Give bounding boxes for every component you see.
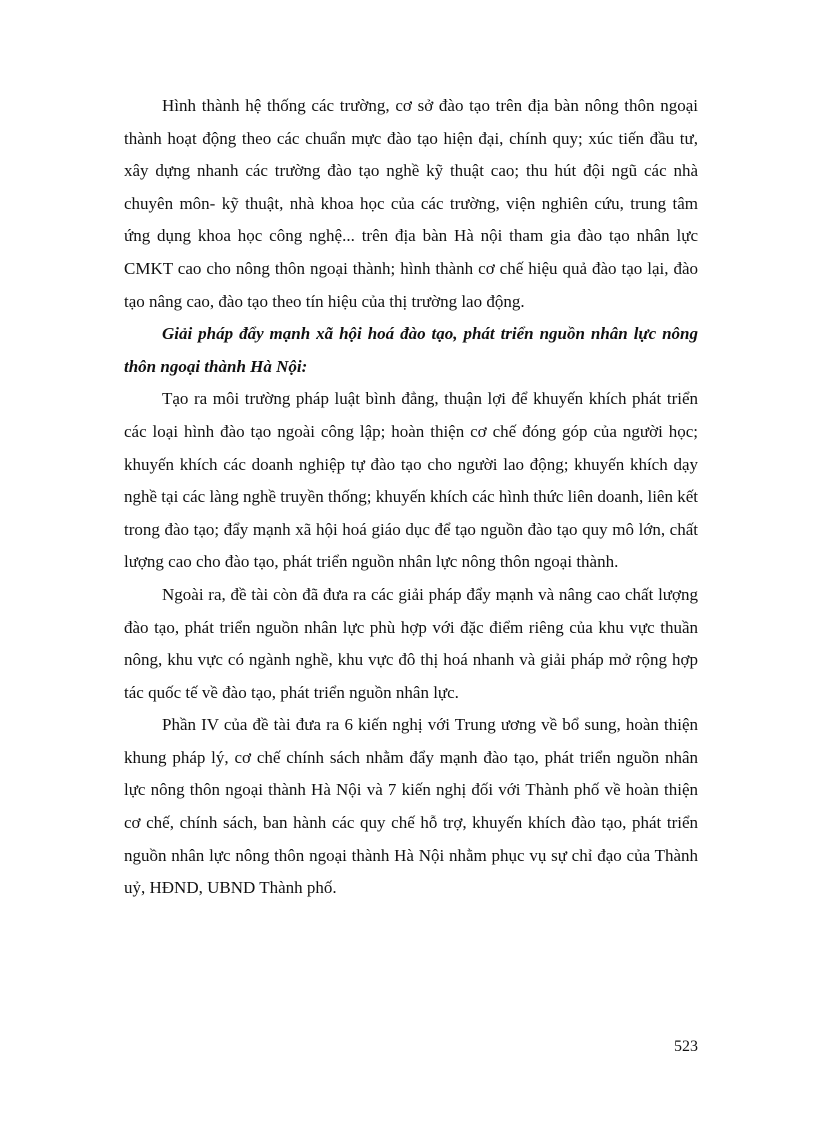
paragraph-additional-solutions: Ngoài ra, đề tài còn đã đưa ra các giải pháp đẩy mạnh và nâng cao chất lượng đào tạo, phát triển nguồn nhân lực phù hợp với đặc điểm riêng của khu vực thuần nông, khu vực có ngành nghề, khu vực đô thị hoá nhanh và giải pháp mở rộng hợp tác quốc tế về đào tạo, phát triển nguồn nhân lực. [124, 584, 698, 702]
paragraph-legal-environment: Tạo ra môi trường pháp luật bình đẳng, thuận lợi để khuyến khích phát triển các loại hình đào tạo ngoài công lập; hoàn thiện cơ chế đóng góp của người học; khuyến khích các doanh nghiệp tự đào tạo cho người lao động; khuyến khích dạy nghề tại các làng nghề truyền thống; khuyến khích các hình thức liên doanh, liên kết trong đào tạo; đẩy mạnh xã hội hoá giáo dục để tạo nguồn đào tạo quy mô lớn, chất lượng cao cho đào tạo, phát triển nguồn nhân lực nông thôn ngoại thành. [124, 389, 698, 572]
paragraph-recommendations: Phần IV của đề tài đưa ra 6 kiến nghị với Trung ương về bổ sung, hoàn thiện khung pháp lý, cơ chế chính sách nhằm đẩy mạnh đào tạo, phát triển nguồn nhân lực nông thôn ngoại thành Hà Nội và 7 kiến nghị đối với Thành phố về hoàn thiện cơ chế, chính sách, ban hành các quy chế hỗ trợ, khuyến khích đào tạo, phát triển nguồn nhân lực nông thôn ngoại thành Hà Nội nhằm phục vụ sự chỉ đạo của Thành uỷ, HĐND, UBND Thành phố. [124, 715, 698, 898]
paragraph-training-institutions: Hình thành hệ thống các trường, cơ sở đào tạo trên địa bàn nông thôn ngoại thành hoạt động theo các chuẩn mực đào tạo hiện đại, chính quy; xúc tiến đầu tư, xây dựng nhanh các trường đào tạo nghề kỹ thuật cao; thu hút đội ngũ các nhà chuyên môn- kỹ thuật, nhà khoa học của các trường, viện nghiên cứu, trung tâm ứng dụng khoa học công nghệ... trên địa bàn Hà nội tham gia đào tạo nhân lực CMKT cao cho nông thôn ngoại thành; hình thành cơ chế hiệu quả đào tạo lại, đào tạo nâng cao, đào tạo theo tín hiệu của thị trường lao động. [124, 96, 698, 311]
page-number: 523 [674, 1038, 698, 1055]
page-body [124, 90, 698, 905]
section-heading-socialization: Giải pháp đẩy mạnh xã hội hoá đào tạo, phát triển nguồn nhân lực nông thôn ngoại thành Hà Nội: [124, 324, 698, 376]
